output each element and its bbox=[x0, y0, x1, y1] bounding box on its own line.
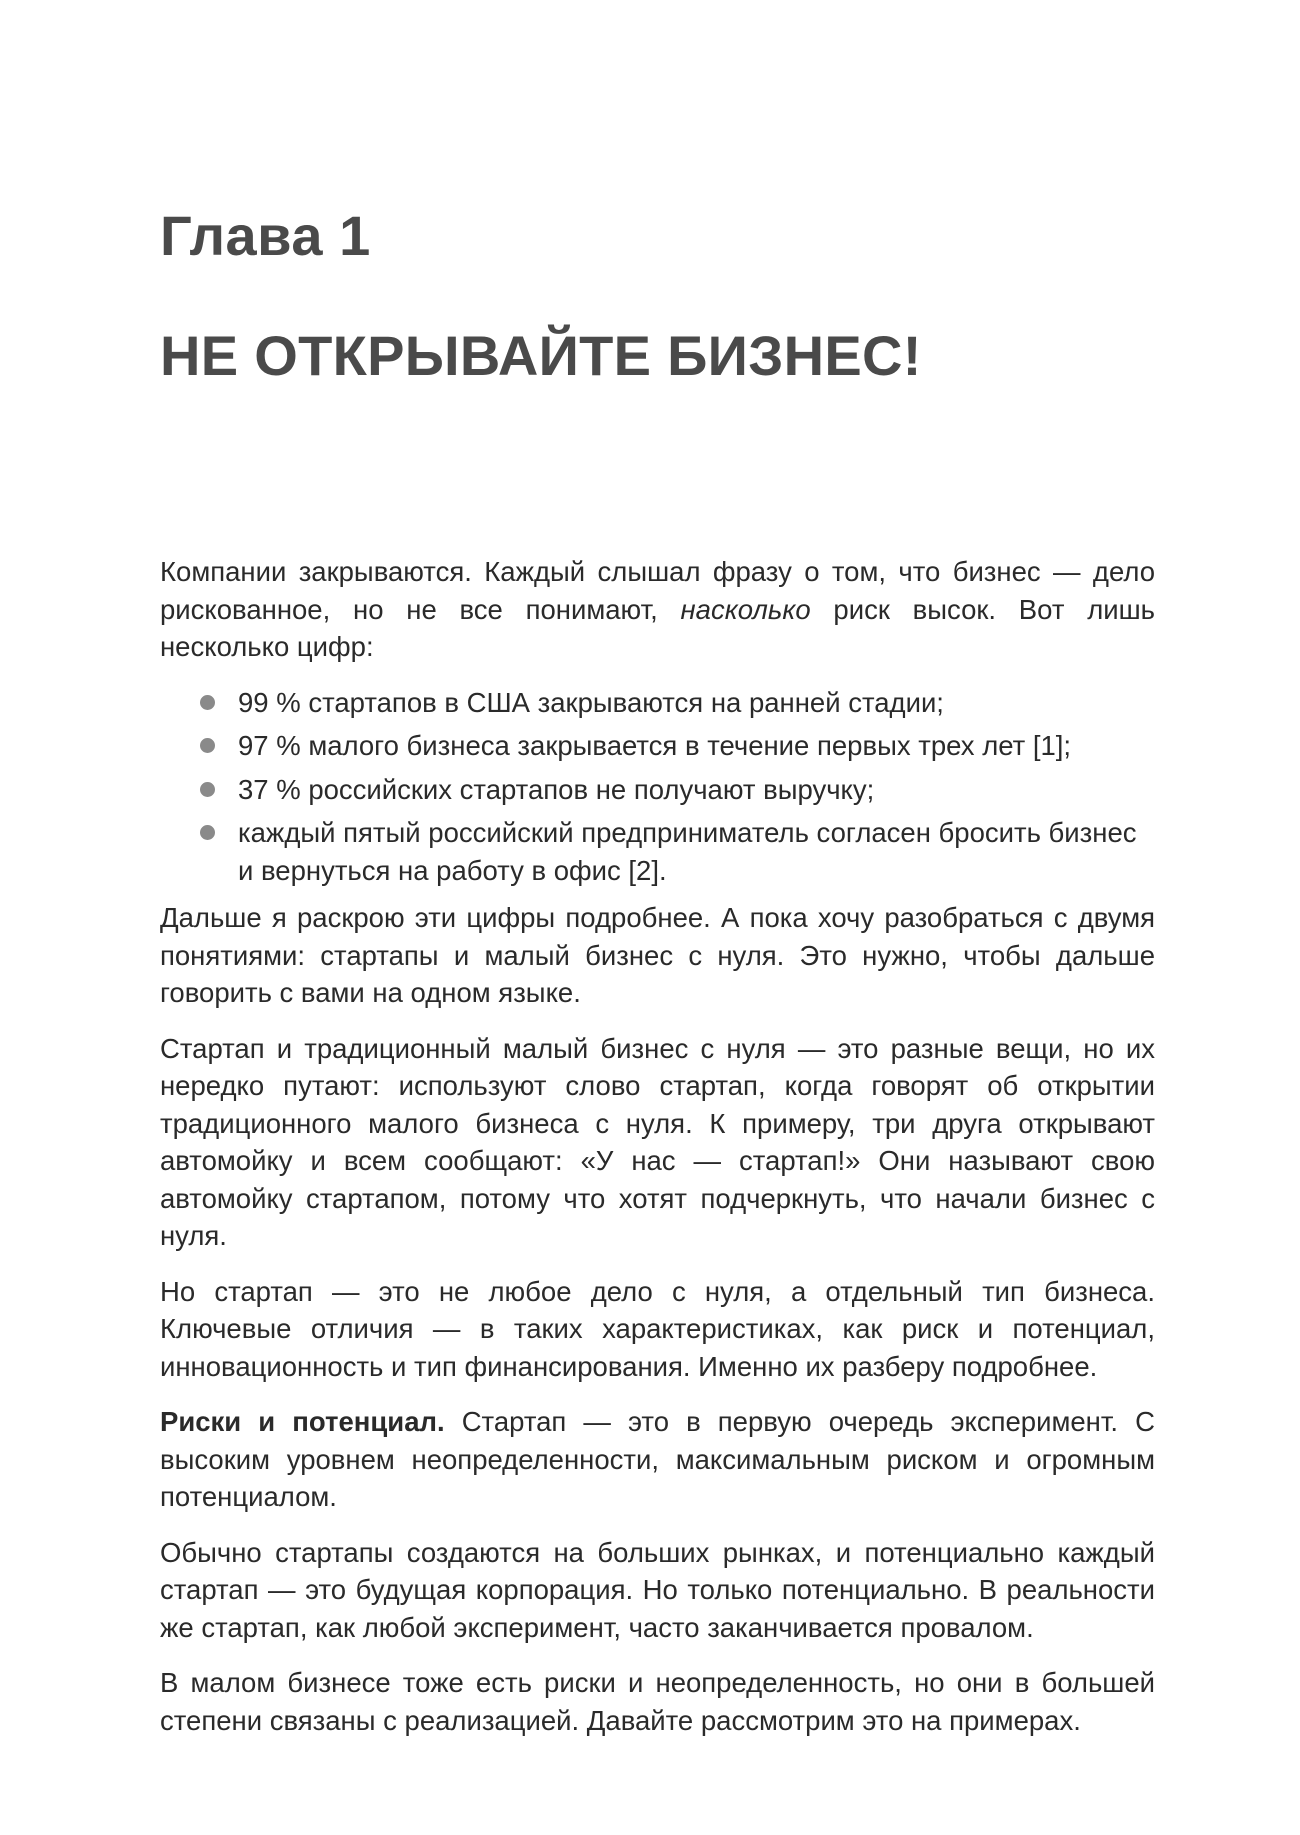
paragraph: Дальше я раскрою эти цифры подробнее. А пока хочу разобраться с двумя понятиями: стартапы и малый бизнес с нуля. Это нужно, чтобы дальше говорить с вами на одном языке. bbox=[160, 902, 1155, 1008]
intro-emphasis: насколько bbox=[680, 593, 811, 625]
bullet-icon bbox=[200, 825, 215, 840]
statistics-list bbox=[160, 684, 1155, 890]
list-item-text: 99 % стартапов в США закрываются на ранней стадии; bbox=[238, 686, 944, 718]
paragraph: В малом бизнесе тоже есть риски и неопределенность, но они в большей степени связаны с реализацией. Давайте рассмотрим это на примерах. bbox=[160, 1667, 1155, 1736]
paragraph bbox=[160, 1403, 1155, 1516]
list-item bbox=[160, 771, 1155, 809]
list-item bbox=[160, 814, 1155, 889]
section-lead: Риски и потенциал. bbox=[160, 1406, 445, 1437]
intro-text-end: риск высок. Вот лишь несколько цифр: bbox=[160, 593, 1155, 662]
list-item-text: 37 % российских стартапов не получают выручку; bbox=[238, 773, 875, 805]
intro-paragraph bbox=[160, 553, 1155, 666]
bullet-icon bbox=[200, 738, 215, 753]
paragraph: Обычно стартапы создаются на больших рынках, и потенциально каждый стартап — это будущая корпорация. Но только потенциально. В реальности же стартап, как любой эксперимент, часто заканчивается провалом. bbox=[160, 1536, 1155, 1643]
bullet-icon bbox=[200, 782, 215, 797]
list-item-text: 97 % малого бизнеса закрывается в течение первых трех лет [1]; bbox=[238, 730, 1072, 761]
chapter-body bbox=[160, 553, 1155, 1757]
bullet-icon bbox=[200, 695, 215, 710]
list-item-text: каждый пятый российский предприниматель согласен бросить бизнес и вернуться на работу в офис [2]. bbox=[238, 817, 1137, 886]
paragraph-text: Стартап — это в первую очередь эксперимент. С высоким уровнем неопределенности, максимальным риском и огромным потенциалом. bbox=[160, 1406, 1155, 1512]
paragraph: Стартап и традиционный малый бизнес с нуля — это разные вещи, но их нередко путают: используют слово стартап, когда говорят об открытии традиционного малого бизнеса с нуля. К примеру, три друга открывают автомойку и всем сообщают: «У нас — стартап!» Они называют свою автомойку стартапом, потому что хотят подчеркнуть, что начали бизнес с нуля. bbox=[160, 1032, 1155, 1251]
paragraph: Но стартап — это не любое дело с нуля, а отдельный тип бизнеса. Ключевые отличия — в таких характеристиках, как риск и потенциал, инновационность и тип финансирования. Именно их разберу подробнее. bbox=[160, 1275, 1155, 1382]
intro-text-start: Компании закрываются. Каждый слышал фразу о том, что бизнес — дело рискованное, но не все понимают, bbox=[160, 556, 1155, 625]
chapter-title: НЕ ОТКРЫВАЙТЕ БИЗНЕС! bbox=[160, 324, 922, 387]
list-item bbox=[160, 727, 1155, 765]
list-item bbox=[160, 684, 1155, 722]
chapter-label: Глава 1 bbox=[160, 204, 371, 267]
